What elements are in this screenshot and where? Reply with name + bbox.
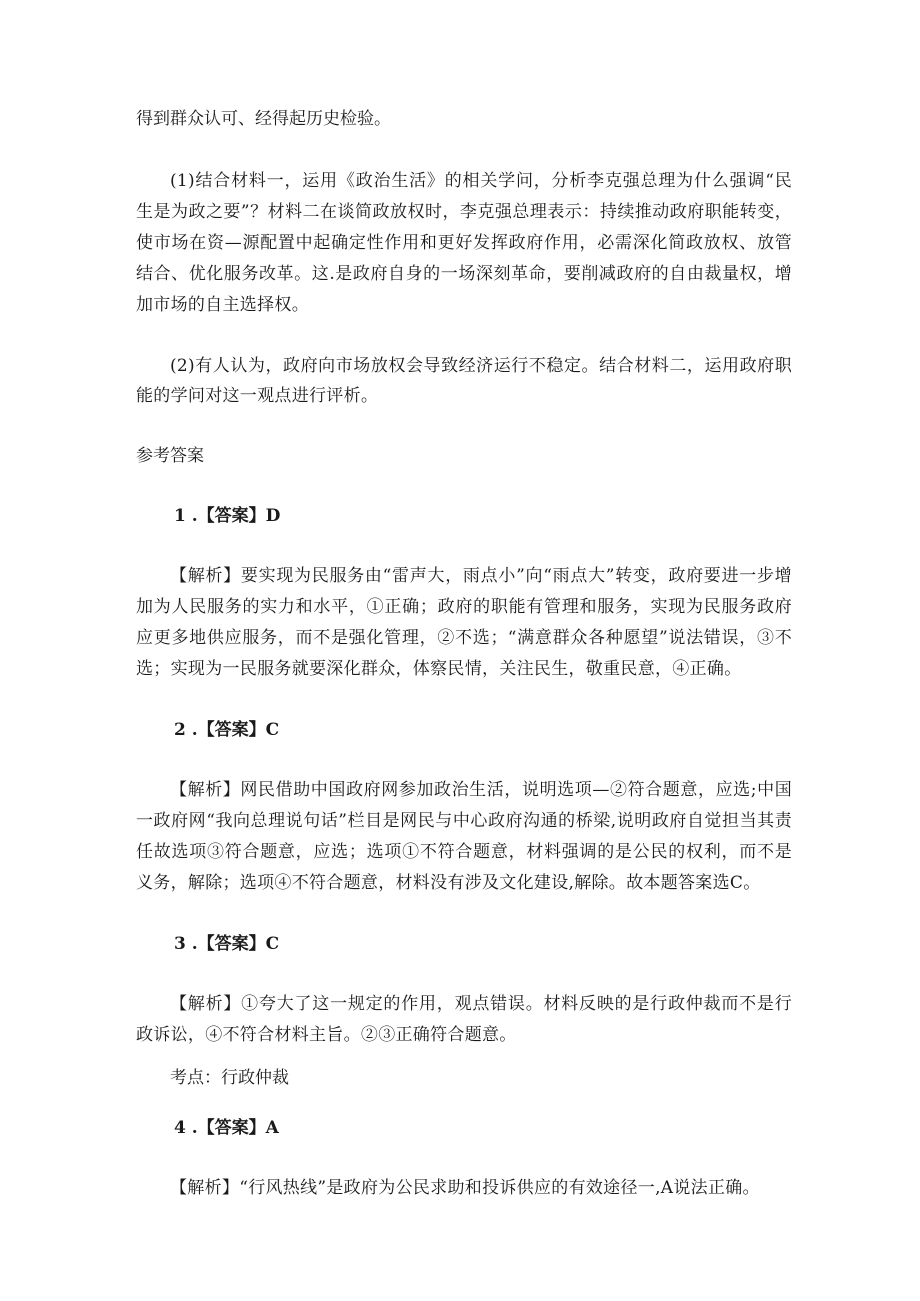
question-1: (1)结合材料一，运用《政治生活》的相关学问，分析李克强总理为什么强调“民生是为政之要”？材料二在谈简政放权时，李克强总理表示：持续推动政府职能转变，使市场在资—源配置中起确定性作用和更好发挥政府作用，必需深化简政放权、放管结合、优化服务改革。这.是政府自身的一场深刻革命，要削减政府的自由裁量权，增加市场的自主选择权。 xyxy=(136,171,792,315)
text-continuation: 得到群众认可、经得起历史检验。 xyxy=(136,109,391,129)
answer-2-explanation: 【解析】网民借助中国政府网参加政治生活，说明选项—②符合题意，应选;中国一政府网“我向总理说句话”栏目是网民与中心政府沟通的桥梁,说明政府自觉担当其责任故选项③符合题意，应选；选项①不符合题意，材料强调的是公民的权利，而不是义务，解除；选项④不符合题意，材料没有涉及文化建设,解除。故本题答案选C。 xyxy=(136,780,792,893)
answer-3-heading: 3 .【答案】C xyxy=(174,934,280,954)
answer-4-explanation: 【解析】“行风热线”是政府为公民求助和投诉供应的有效途径一,A说法正确。 xyxy=(170,1178,760,1198)
answer-3-explanation: 【解析】①夸大了这一规定的作用，观点错误。材料反映的是行政仲裁而不是行政诉讼，④不符合材料主旨。②③正确符合题意。 xyxy=(136,994,792,1045)
answer-1-heading: 1 .【答案】D xyxy=(174,506,281,526)
reference-answers-title: 参考答案 xyxy=(136,446,204,466)
answer-3-topic: 考点：行政仲裁 xyxy=(170,1068,289,1088)
answer-1-explanation: 【解析】要实现为民服务由“雷声大，雨点小”向“雨点大”转变，政府要进一步增加为人民服务的实力和水平，①正确；政府的职能有管理和服务，实现为民服务政府应更多地供应服务，而不是强化管理，②不选；“满意群众各种愿望”说法错误，③不选；实现为一民服务就要深化群众，体察民情，关注民生，敬重民意，④正确。 xyxy=(136,566,792,679)
document-page xyxy=(136,104,792,1204)
answer-4-heading: 4 .【答案】A xyxy=(174,1118,279,1138)
answer-2-heading: 2 .【答案】C xyxy=(174,720,280,740)
question-2: (2)有人认为，政府向市场放权会导致经济运行不稳定。结合材料二，运用政府职能的学问对这一观点进行评析。 xyxy=(136,356,792,406)
